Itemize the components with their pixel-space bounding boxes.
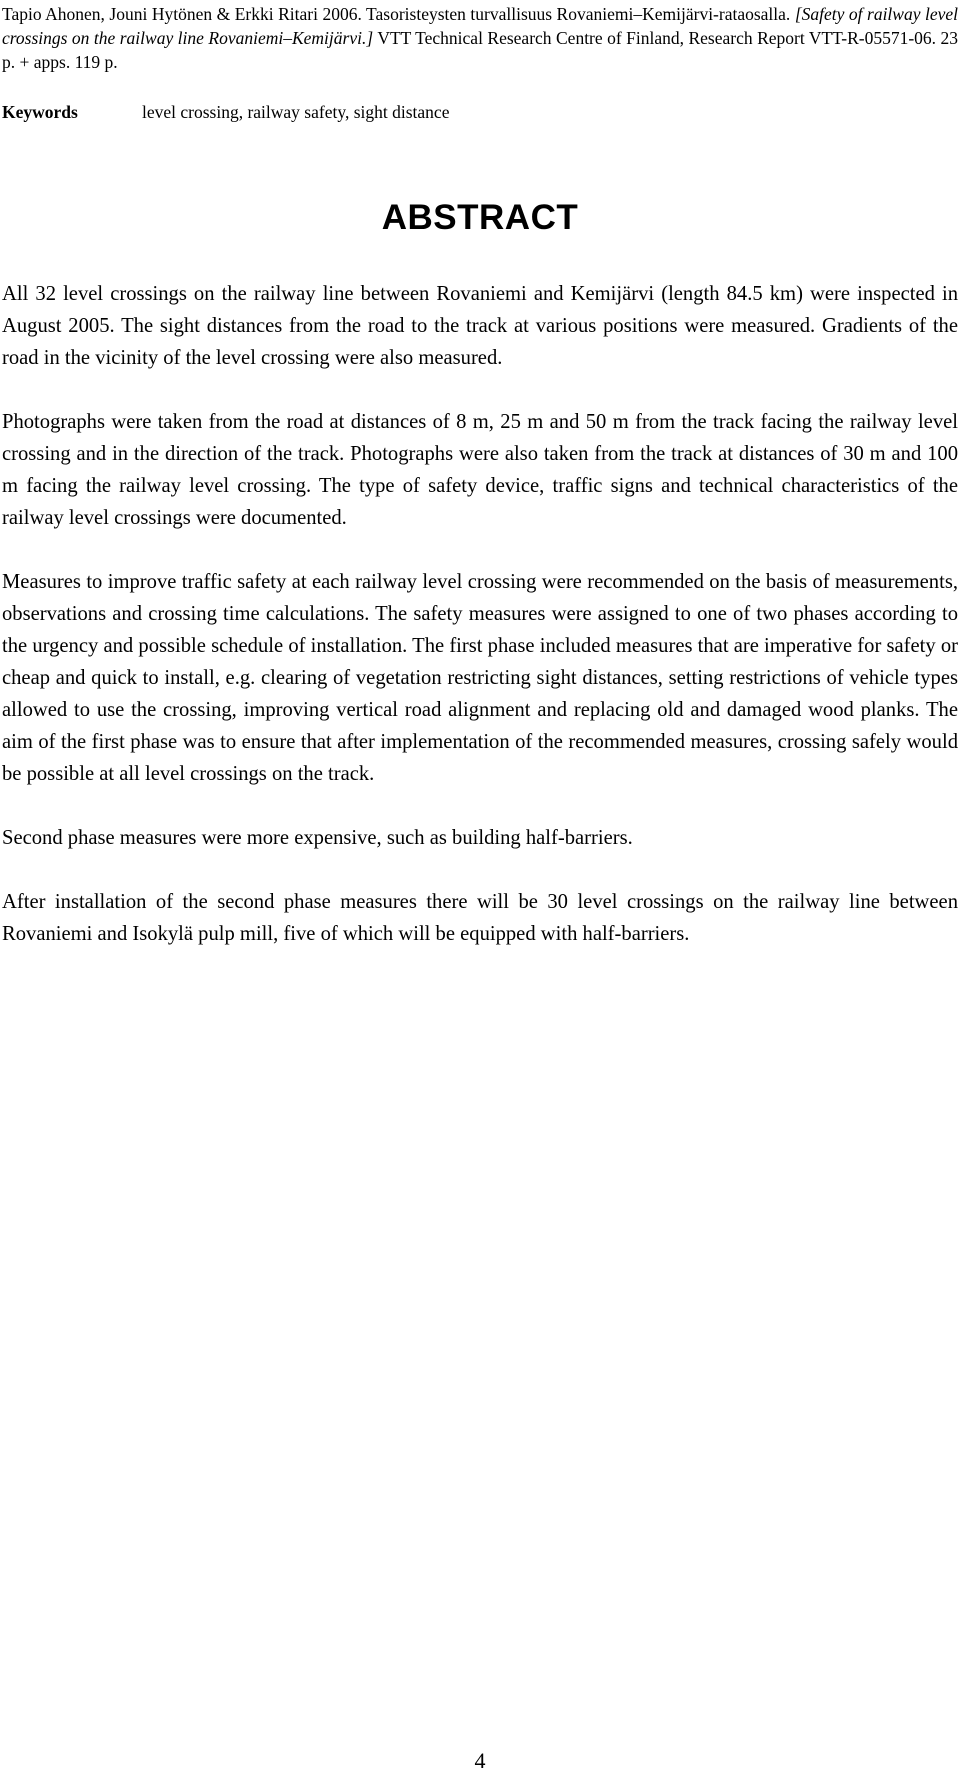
keywords-row [2, 100, 958, 124]
citation-authors-year: Tapio Ahonen, Jouni Hytönen & Erkki Ritari 2006. [2, 4, 362, 24]
page-number: 4 [474, 1748, 486, 1773]
citation-publisher: VTT Technical Research Centre of Finland, Research Report VTT-R-05571-06. 23 p. + apps. 119 p. [2, 28, 959, 72]
citation-english-title: [Safety of railway level crossings on the railway line Rovaniemi–Kemijärvi.] [2, 4, 959, 48]
keywords-value: level crossing, railway safety, sight distance [142, 102, 450, 122]
abstract-paragraph-2: Photographs were taken from the road at distances of 8 m, 25 m and 50 m from the track facing the railway level crossing and in the direction of the track. Photographs were also taken from the track at distances of 30 m and 100 m facing the railway level crossing. The type of safety device, traffic signs and technical characteristics of the railway level crossings were documented. [2, 411, 958, 529]
citation-finnish-title: Tasoristeysten turvallisuus Rovaniemi–Kemijärvi-rataosalla. [366, 4, 791, 24]
citation-block [2, 0, 958, 74]
abstract-paragraph-5: After installation of the second phase measures there will be 30 level crossings on the railway line between Rovaniemi and Isokylä pulp mill, five of which will be equipped with half-barriers. [2, 891, 958, 945]
abstract-paragraph-1: All 32 level crossings on the railway line between Rovaniemi and Kemijärvi (length 84.5 km) were inspected in August 2005. The sight distances from the road to the track at various positions were measured. Gradients of the road in the vicinity of the level crossing were also measured. [2, 283, 958, 369]
abstract-body [2, 278, 958, 950]
keywords-label: Keywords [2, 102, 78, 122]
abstract-heading: ABSTRACT [381, 198, 579, 237]
abstract-paragraph-3: Measures to improve traffic safety at each railway level crossing were recommended on the basis of measurements, observations and crossing time calculations. The safety measures were assigned to one of two phases according to the urgency and possible schedule of installation. The first phase included measures that are imperative for safety or cheap and quick to install, e.g. clearing of vegetation restricting sight distances, setting restrictions of vehicle types allowed to use the crossing, improving vertical road alignment and replacing old and damaged wood planks. The aim of the first phase was to ensure that after implementation of the recommended measures, crossing safely would be possible at all level crossings on the track. [2, 571, 958, 785]
abstract-paragraph-4: Second phase measures were more expensive, such as building half-barriers. [2, 827, 633, 849]
